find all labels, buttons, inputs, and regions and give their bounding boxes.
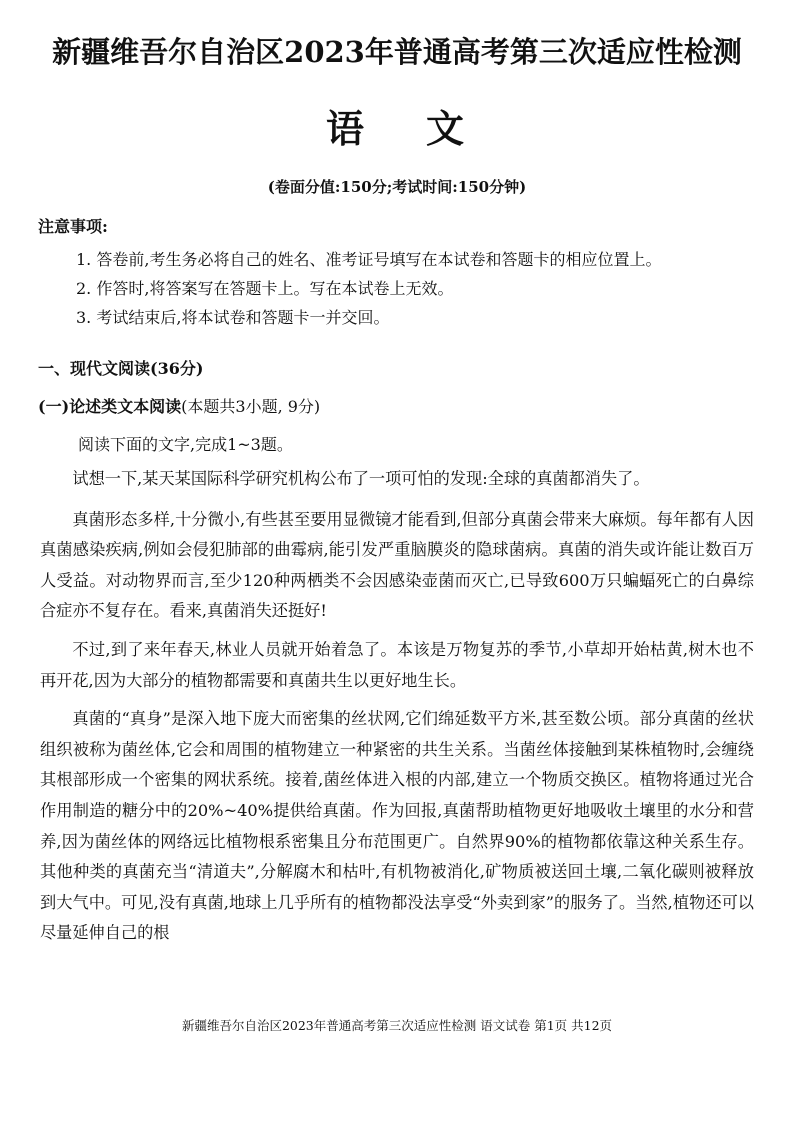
passage-paragraph: 真菌形态多样,十分微小,有些甚至要用显微镜才能看到,但部分真菌会带来大麻烦。每年都有人因真菌感染疾病,例如会侵犯肺部的曲霉病,能引发严重脑膜炎的隐球菌病。真菌的消失或许能让数百万人受益。对动物界而言,至少120种两栖类不会因感染壶菌而灭亡,已导致600万只蝙蝠死亡的白鼻综合症亦不复存在。看来,真菌消失还挺好! <box>40 509 754 621</box>
passage-paragraph: 真菌的“真身”是深入地下庞大而密集的丝状网,它们绵延数平方米,甚至数公顷。部分真菌的丝状组织被称为菌丝体,它会和周围的植物建立一种紧密的共生关系。当菌丝体接触到某株植物时,会缠绕其根部形成一个密集的网状系统。接着,菌丝体进入根的内部,建立一个物质交换区。植物将通过光合作用制造的糖分中的20%~40%提供给真菌。作为回报,真菌帮助植物更好地吸收土壤里的水分和营养,因为菌丝体的网络远比植物根系密集且分布范围更广。自然界90%的植物都依靠这种关系生存。其他种类的真菌充当“清道夫”,分解腐木和枯叶,有机物被消化,矿物质被送回土壤,二氧化碳则被释放到大气中。可见,没有真菌,地球上几乎所有的植物都没法享受“外卖到家”的服务了。当然,植物还可以尽量延伸自己的根 <box>40 709 754 943</box>
page-footer: 新疆维吾尔自治区2023年普通高考第三次适应性检测 语文试卷 第1页 共12页 <box>181 1018 613 1033</box>
subsection-title-bold: (一)论述类文本阅读 <box>38 397 182 416</box>
notice-item: 3. 考试结束后,将本试卷和答题卡一并交回。 <box>76 308 390 327</box>
subsection-title <box>38 394 320 417</box>
reading-instruction: 阅读下面的文字,完成1~3题。 <box>78 435 293 454</box>
subject-char-1: 语 <box>325 106 368 151</box>
subject-char-2: 文 <box>426 106 469 151</box>
passage-body <box>40 464 754 957</box>
passage-paragraph: 试想一下,某天某国际科学研究机构公布了一项可怕的发现:全球的真菌都消失了。 <box>72 469 650 488</box>
score-info: (卷面分值:150分;考试时间:150分钟) <box>267 178 527 196</box>
notice-heading: 注意事项: <box>38 217 108 236</box>
subsection-title-rest: (本题共3小题, 9分) <box>181 397 321 416</box>
section-title: 一、现代文阅读(36分) <box>38 359 204 378</box>
notice-block <box>38 214 758 332</box>
notice-item: 1. 答卷前,考生务必将自己的姓名、准考证号填写在本试卷和答题卡的相应位置上。 <box>76 250 662 269</box>
exam-title: 新疆维吾尔自治区2023年普通高考第三次适应性检测 <box>52 35 742 69</box>
notice-item: 2. 作答时,将答案写在答题卡上。写在本试卷上无效。 <box>76 279 454 298</box>
subject-title <box>0 98 794 153</box>
passage-paragraph: 不过,到了来年春天,林业人员就开始着急了。本该是万物复苏的季节,小草却开始枯黄,树木也不再开花,因为大部分的植物都需要和真菌共生以更好地生长。 <box>40 639 754 690</box>
